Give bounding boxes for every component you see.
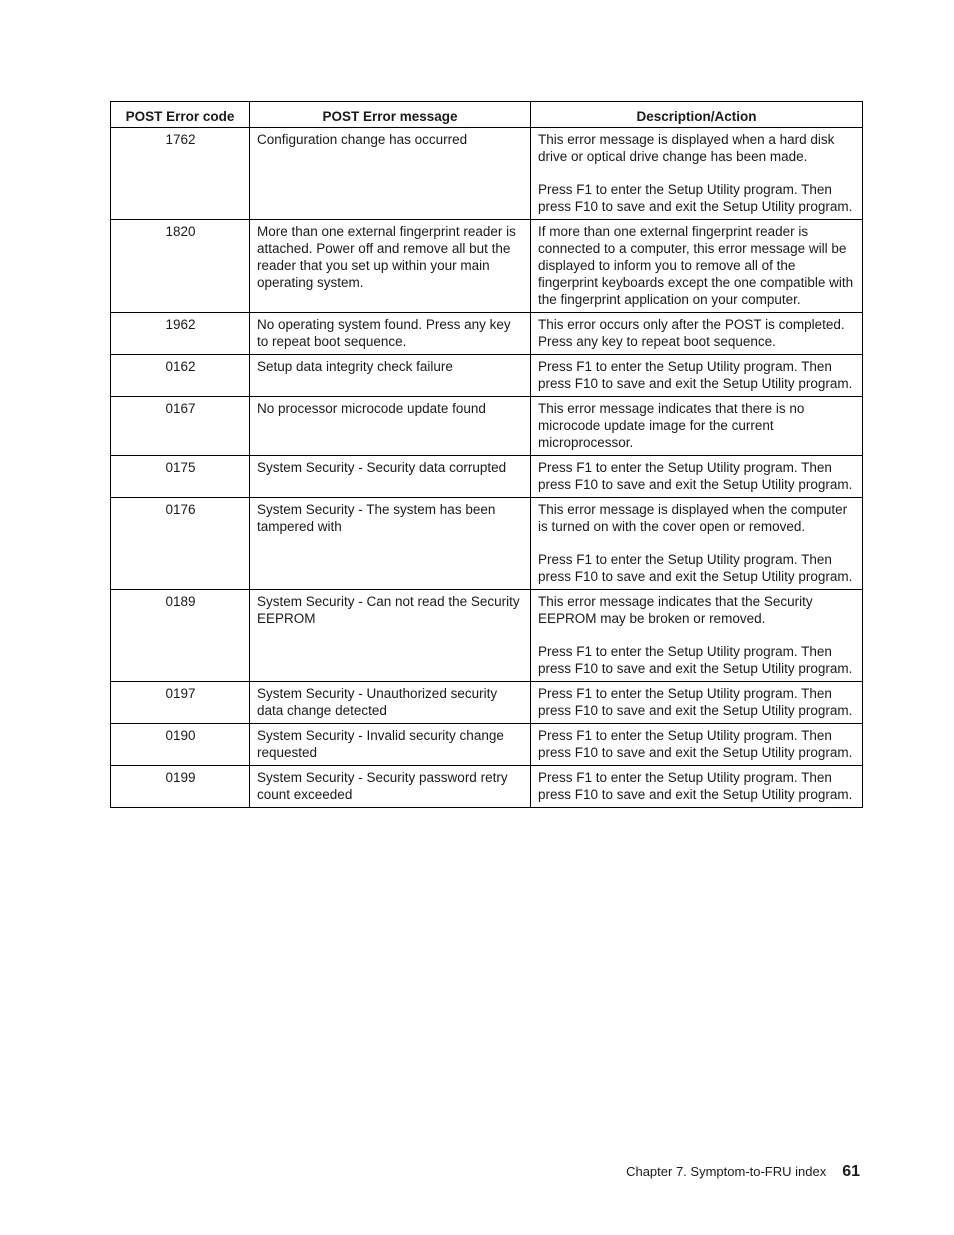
- error-code-cell: 0176: [111, 498, 250, 590]
- table-row: [111, 397, 863, 456]
- error-message-cell: System Security - The system has been tampered with: [250, 498, 531, 590]
- description-paragraph: If more than one external fingerprint reader is connected to a computer, this error message will be displayed to inform you to remove all of the fingerprint keyboards except the one compatible with the fingerprint application on your computer.: [538, 224, 854, 307]
- description-paragraph: Press F1 to enter the Setup Utility program. Then press F10 to save and exit the Setup Utility program.: [538, 644, 853, 676]
- error-message-cell: Setup data integrity check failure: [250, 355, 531, 397]
- error-message-cell: System Security - Security data corrupted: [250, 456, 531, 498]
- error-code-cell: 0162: [111, 355, 250, 397]
- header-error-message: POST Error message: [250, 102, 531, 128]
- error-code-cell: 0199: [111, 766, 250, 808]
- description-paragraph: Press F1 to enter the Setup Utility program. Then press F10 to save and exit the Setup Utility program.: [538, 460, 853, 492]
- description-action-cell: [531, 397, 863, 456]
- error-code-cell: 0189: [111, 590, 250, 682]
- description-paragraph: This error message is displayed when a hard disk drive or optical drive change has been made.: [538, 132, 835, 164]
- description-paragraph: Press F1 to enter the Setup Utility program. Then press F10 to save and exit the Setup Utility program.: [538, 770, 853, 802]
- error-message-cell: System Security - Invalid security change requested: [250, 724, 531, 766]
- description-action-cell: [531, 590, 863, 682]
- description-paragraph: This error message indicates that the Security EEPROM may be broken or removed.: [538, 594, 813, 626]
- description-paragraph: Press F1 to enter the Setup Utility program. Then press F10 to save and exit the Setup Utility program.: [538, 359, 853, 391]
- error-message-cell: System Security - Unauthorized security data change detected: [250, 682, 531, 724]
- table-row: [111, 590, 863, 682]
- description-action-cell: [531, 456, 863, 498]
- table-row: [111, 682, 863, 724]
- error-code-cell: 0167: [111, 397, 250, 456]
- header-error-code: POST Error code: [111, 102, 250, 128]
- table-row: [111, 355, 863, 397]
- error-message-cell: Configuration change has occurred: [250, 128, 531, 220]
- header-description-action: Description/Action: [531, 102, 863, 128]
- page-footer: [626, 1163, 860, 1181]
- chapter-title: Chapter 7. Symptom-to-FRU index: [626, 1164, 827, 1179]
- description-paragraph: Press F1 to enter the Setup Utility program. Then press F10 to save and exit the Setup Utility program.: [538, 552, 853, 584]
- table-row: [111, 128, 863, 220]
- error-message-cell: No processor microcode update found: [250, 397, 531, 456]
- table-body: [111, 128, 863, 808]
- description-action-cell: [531, 128, 863, 220]
- header-row: [111, 102, 863, 128]
- table-header: [111, 102, 863, 128]
- description-paragraph: Press F1 to enter the Setup Utility program. Then press F10 to save and exit the Setup Utility program.: [538, 182, 853, 214]
- error-code-cell: 1762: [111, 128, 250, 220]
- error-code-cell: 1820: [111, 220, 250, 313]
- table-row: [111, 313, 863, 355]
- description-paragraph: This error occurs only after the POST is completed. Press any key to repeat boot sequence.: [538, 317, 845, 349]
- description-paragraph: This error message is displayed when the computer is turned on with the cover open or removed.: [538, 502, 848, 534]
- description-action-cell: [531, 313, 863, 355]
- error-code-cell: 0175: [111, 456, 250, 498]
- error-code-cell: 0197: [111, 682, 250, 724]
- table-row: [111, 220, 863, 313]
- table-row: [111, 766, 863, 808]
- description-paragraph: Press F1 to enter the Setup Utility program. Then press F10 to save and exit the Setup Utility program.: [538, 728, 853, 760]
- table-row: [111, 456, 863, 498]
- table-row: [111, 724, 863, 766]
- error-code-cell: 1962: [111, 313, 250, 355]
- description-paragraph: This error message indicates that there is no microcode update image for the current microprocessor.: [538, 401, 805, 450]
- error-message-cell: No operating system found. Press any key to repeat boot sequence.: [250, 313, 531, 355]
- error-message-cell: System Security - Security password retry count exceeded: [250, 766, 531, 808]
- description-action-cell: [531, 355, 863, 397]
- description-action-cell: [531, 724, 863, 766]
- description-action-cell: [531, 498, 863, 590]
- description-action-cell: [531, 220, 863, 313]
- post-error-table: [110, 101, 863, 808]
- error-message-cell: More than one external fingerprint reader is attached. Power off and remove all but the reader that you set up within your main operating system.: [250, 220, 531, 313]
- page-number: 61: [842, 1163, 860, 1180]
- description-action-cell: [531, 766, 863, 808]
- description-action-cell: [531, 682, 863, 724]
- error-code-cell: 0190: [111, 724, 250, 766]
- error-message-cell: System Security - Can not read the Security EEPROM: [250, 590, 531, 682]
- table-row: [111, 498, 863, 590]
- description-paragraph: Press F1 to enter the Setup Utility program. Then press F10 to save and exit the Setup Utility program.: [538, 686, 853, 718]
